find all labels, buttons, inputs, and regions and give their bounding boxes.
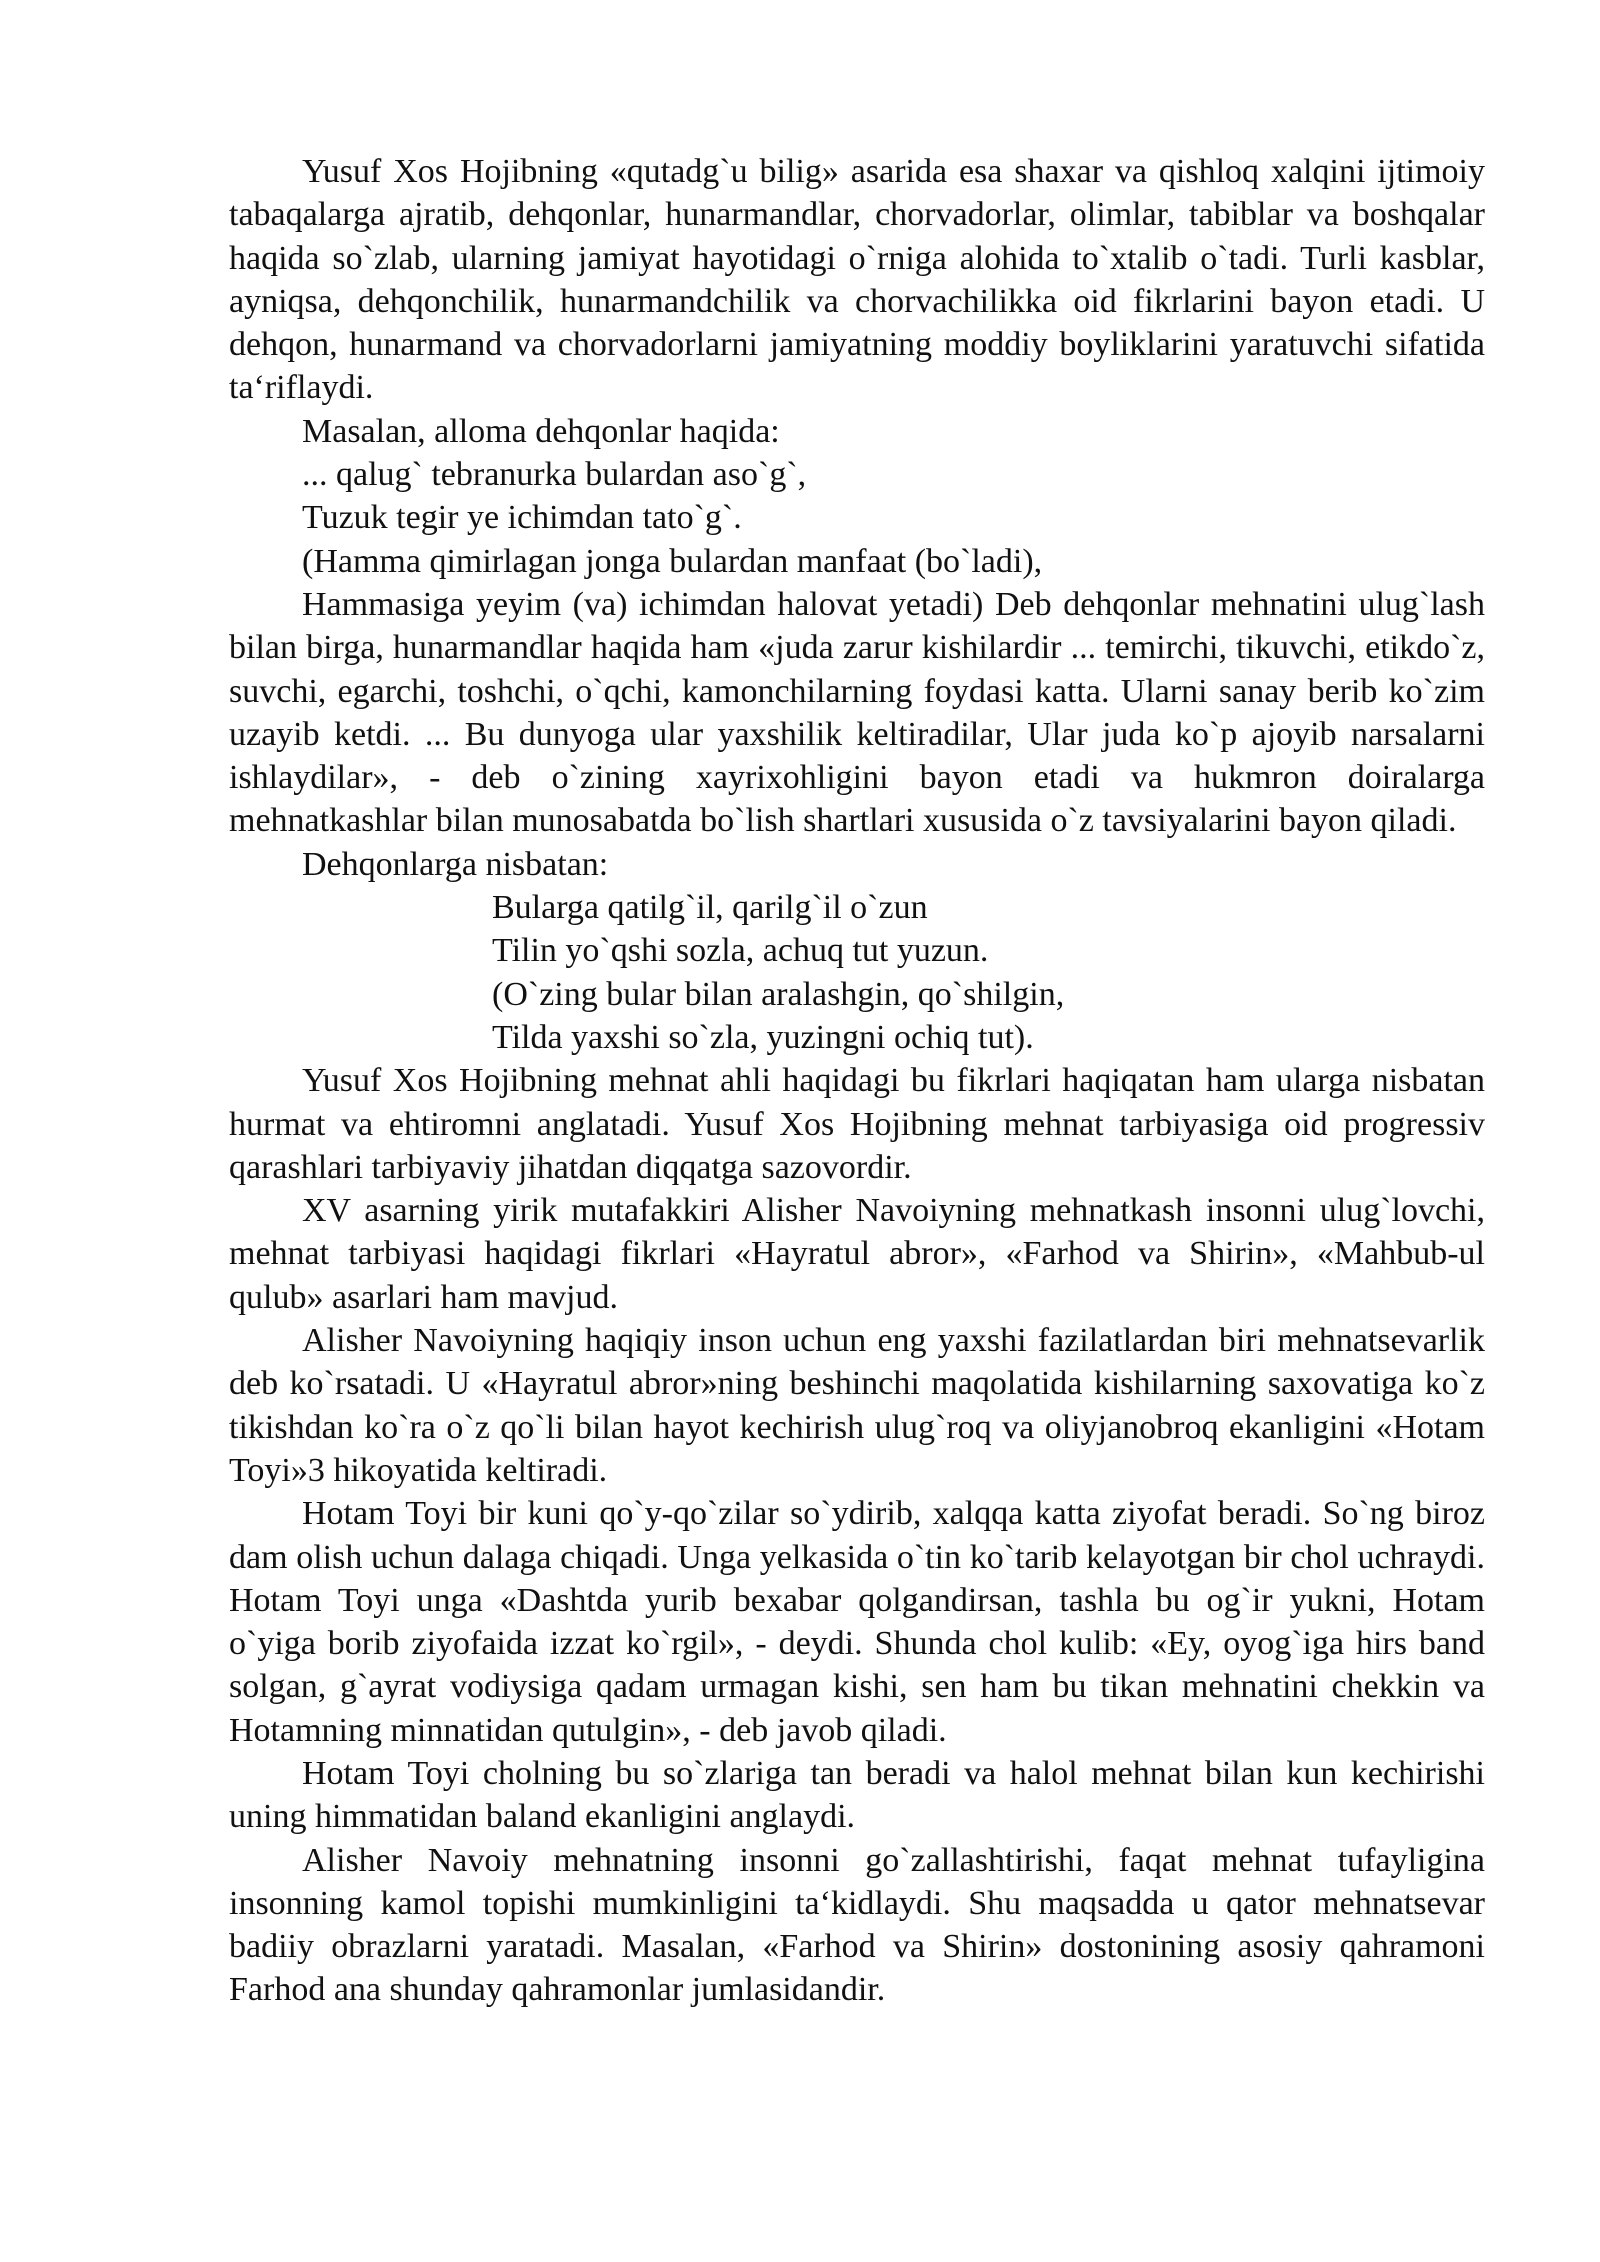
paragraph-mehnatsevarlik: Alisher Navoiyning haqiqiy inson uchun eng yaxshi fazilatlardan biri mehnatsevarlik deb ko`rsatadi. U «Hayratul abror»ning beshinchi maqolatida kishilarning saxovatiga ko`z tikishdan ko`ra o`z qo`li bilan hayot kechirish ulug`roq va oliyjanobroq ekanligini «Hotam Toyi»3 hikoyatida keltiradi.	[229, 1322, 1485, 1489]
line-masalan: Masalan, alloma dehqonlar haqida:	[302, 412, 780, 450]
verse-line-2: Tilin yo`qshi sozla, achuq tut yuzun.	[492, 932, 989, 970]
quote-line-2: Tuzuk tegir ye ichimdan tato`g`.	[302, 499, 742, 537]
paragraph-hunarmandlar: Hammasiga yeyim (va) ichimdan halovat yetadi) Deb dehqonlar mehnatini ulug`lash bilan birga, hunarmandlar haqida ham «juda zarur kishilardir ... temirchi, tikuvchi, etikdo`z, suvchi, egarchi, toshchi, o`qchi, kamonchilarning foydasi katta. Ularni sanay berib ko`zim uzayib ketdi. ... Bu dunyoga ular yaxshilik keltiradilar, Ular juda ko`p ajoyib narsalarni ishlaydilar», - deb o`zining xayrixohligini bayon etadi va hukmron doiralarga mehnatkashlar bilan munosabatda bo`lish shartlari xususida o`z tavsiyalarini bayon qiladi.	[229, 585, 1485, 840]
paragraph-hotam-toyi-story: Hotam Toyi bir kuni qo`y-qo`zilar so`ydirib, xalqqa katta ziyofat beradi. So`ng biroz dam olish uchun dalaga chiqadi. Unga yelkasida o`tin ko`tarib kelayotgan bir chol uchraydi. Hotam Toyi unga «Dashtda yurib bexabar qolgandirsan, tashla bu og`ir yukni, Hotam o`yiga borib ziyofaida izzat ko`rgil», - deydi. Shunda chol kulib: «Ey, oyog`iga hirs band solgan, g`ayrat vodiysiga qadam urmagan kishi, sen ham bu tikan mehnatini chekkin va Hotamning minnatidan qutulgin», - deb javob qiladi.	[229, 1495, 1485, 1749]
verse-line-4: Tilda yaxshi so`zla, yuzingni ochiq tut).	[492, 1018, 1034, 1056]
verse-line-3: (O`zing bular bilan aralashgin, qo`shilgin,	[492, 975, 1065, 1013]
line-dehqonlarga-nisbatan: Dehqonlarga nisbatan:	[302, 845, 609, 883]
paragraph-hotam-toyi-conclusion: Hotam Toyi cholning bu so`zlariga tan beradi va halol mehnat bilan kun kechirishi uning himmatidan baland ekanligini anglaydi.	[229, 1754, 1485, 1836]
document-page	[229, 150, 1485, 2012]
paragraph-farhod: Alisher Navoiy mehnatning insonni go`zallashtirishi, faqat mehnat tufayligina insonning kamol topishi mumkinligini ta‘kidlaydi. Shu maqsadda u qator mehnatsevar badiiy obrazlarni yaratadi. Masalan, «Farhod va Shirin» dostonining asosiy qahramoni Farhod ana shunday qahramonlar jumlasidandir.	[229, 1841, 1485, 2009]
paragraph-mehnat-ahli: Yusuf Xos Hojibning mehnat ahli haqidagi bu fikrlari haqiqatan ham ularga nisbatan hurmat va ehtiromni anglatadi. Yusuf Xos Hojibning mehnat tarbiyasiga oid progressiv qarashlari tarbiyaviy jihatdan diqqatga sazovordir.	[229, 1062, 1485, 1186]
quote-line-1: ... qalug` tebranurka bulardan aso`g`,	[302, 456, 807, 494]
paragraph-alisher-navoiy-intro: XV asarning yirik mutafakkiri Alisher Navoiyning mehnatkash insonni ulug`lovchi, mehnat tarbiyasi haqidagi fikrlari «Hayratul abror», «Farhod va Shirin», «Mahbub-ul qulub» asarlari ham mavjud.	[229, 1192, 1485, 1316]
quote-translation-line-1: (Hamma qimirlagan jonga bulardan manfaat (bo`ladi),	[302, 542, 1043, 580]
paragraph-yusuf-xos-hojib-intro: Yusuf Xos Hojibning «qutadg`u bilig» asarida esa shaxar va qishloq xalqini ijtimoiy tabaqalarga ajratib, dehqonlar, hunarmandlar, chorvadorlar, olimlar, tabiblar va boshqalar haqida so`zlab, ularning jamiyat hayotidagi o`rniga alohida to`xtalib o`tadi. Turli kasblar, ayniqsa, dehqonchilik, hunarmandchilik va chorvachilikka oid fikrlarini bayon etadi. U dehqon, hunarmand va chorvadorlarni jamiyatning moddiy boyliklarini yaratuvchi sifatida ta‘riflaydi.	[229, 153, 1485, 407]
verse-line-1: Bularga qatilg`il, qarilg`il o`zun	[492, 889, 928, 927]
